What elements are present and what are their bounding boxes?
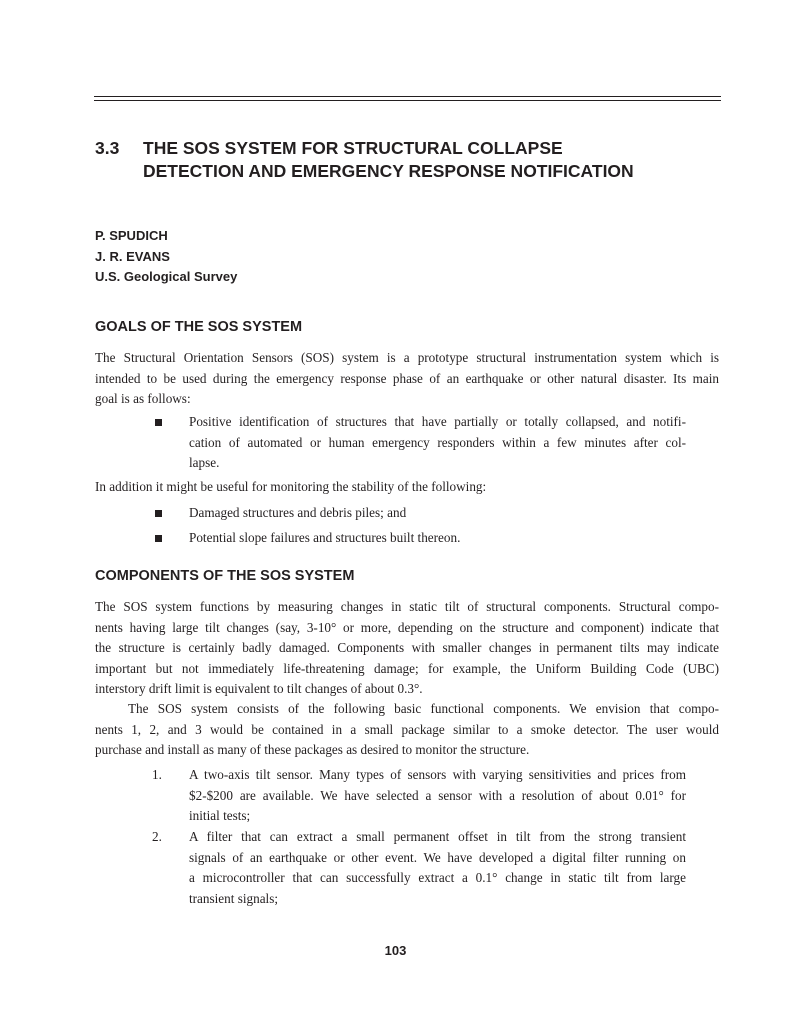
text-line: Positive identification of structures that have partially or totally collapsed, and notifi-: [189, 414, 686, 429]
bullet-icon: [155, 505, 165, 515]
section-number: 3.3: [95, 138, 120, 158]
text-line: A filter that can extract a small permanent offset in tilt from the strong transient: [189, 829, 686, 844]
text-line: lapse.: [189, 455, 220, 470]
text-line: purchase and install as many of these packages as desired to monitor the structure.: [95, 742, 530, 757]
header-rule-bottom: [94, 100, 721, 101]
title-line-1: THE SOS SYSTEM FOR STRUCTURAL COLLAPSE: [143, 138, 563, 158]
goals-heading: GOALS OF THE SOS SYSTEM: [95, 319, 303, 335]
text-line: Potential slope failures and structures built thereon.: [189, 530, 461, 545]
text-line: a microcontroller that can successfully extract a 0.1° change in static tilt from large: [189, 870, 686, 885]
goals-bullet-3: [189, 528, 686, 549]
header-rule-top: [94, 96, 721, 97]
goals-intro: [95, 348, 719, 410]
text-line: intended to be used during the emergency response phase of an earthquake or other natural disaster. Its main: [95, 370, 719, 386]
authors: [95, 226, 237, 288]
author-2: J. R. EVANS: [95, 248, 170, 264]
components-paragraph-2: [95, 699, 719, 761]
text-line: interstory drift limit is equivalent to tilt changes of about 0.3°.: [95, 681, 423, 696]
text-line: The SOS system functions by measuring changes in static tilt of structural components. Structural compo-: [95, 599, 719, 614]
title-line-2: DETECTION AND EMERGENCY RESPONSE NOTIFICATION: [143, 161, 634, 181]
text-line: The Structural Orientation Sensors (SOS) system is a prototype structural instrumentation system which is: [95, 350, 719, 365]
page-number: 103: [384, 943, 407, 958]
text-line: transient signals;: [189, 890, 279, 906]
text-line: signals of an earthquake or other event. We have developed a digital filter running on: [189, 849, 686, 865]
components-heading: COMPONENTS OF THE SOS SYSTEM: [95, 568, 355, 584]
text-line: initial tests;: [189, 808, 251, 823]
text-line: In addition it might be useful for monitoring the stability of the following:: [95, 479, 487, 494]
bullet-icon: [155, 414, 165, 424]
text-line: cation of automated or human emergency responders within a few minutes after col-: [189, 434, 686, 450]
component-item-1: [189, 765, 686, 827]
text-line: $2-$200 are available. We have selected a sensor with a resolution of about 0.01° for: [189, 787, 686, 803]
item-number: 2.: [152, 829, 162, 844]
text-line: the structure is certainly badly damaged. Components with smaller changes in permanent tilts may indicate: [95, 640, 719, 655]
bullet-icon: [155, 530, 165, 540]
text-line: nents 1, 2, and 3 would be contained in a small package similar to a smoke detector. The user would: [95, 721, 719, 737]
author-1: P. SPUDICH: [95, 228, 168, 243]
component-item-2: [189, 827, 686, 909]
text-line: important but not immediately life-threatening damage; for example, the Uniform Building Code (UBC): [95, 660, 719, 676]
goals-addition: [95, 477, 719, 498]
goals-bullet-2: [189, 503, 686, 524]
item-number: 1.: [152, 767, 162, 782]
text-line: A two-axis tilt sensor. Many types of sensors with varying sensitivities and prices from: [189, 767, 686, 782]
text-line: nents having large tilt changes (say, 3-10° or more, depending on the structure and component) indicate that: [95, 619, 719, 635]
goals-bullet-1: [189, 412, 686, 474]
components-paragraph-1: [95, 597, 719, 700]
text-line: The SOS system consists of the following basic functional components. We envision that compo-: [128, 701, 719, 716]
affiliation: U.S. Geological Survey: [95, 269, 238, 284]
text-line: goal is as follows:: [95, 391, 191, 406]
text-line: Damaged structures and debris piles; and: [189, 505, 407, 520]
